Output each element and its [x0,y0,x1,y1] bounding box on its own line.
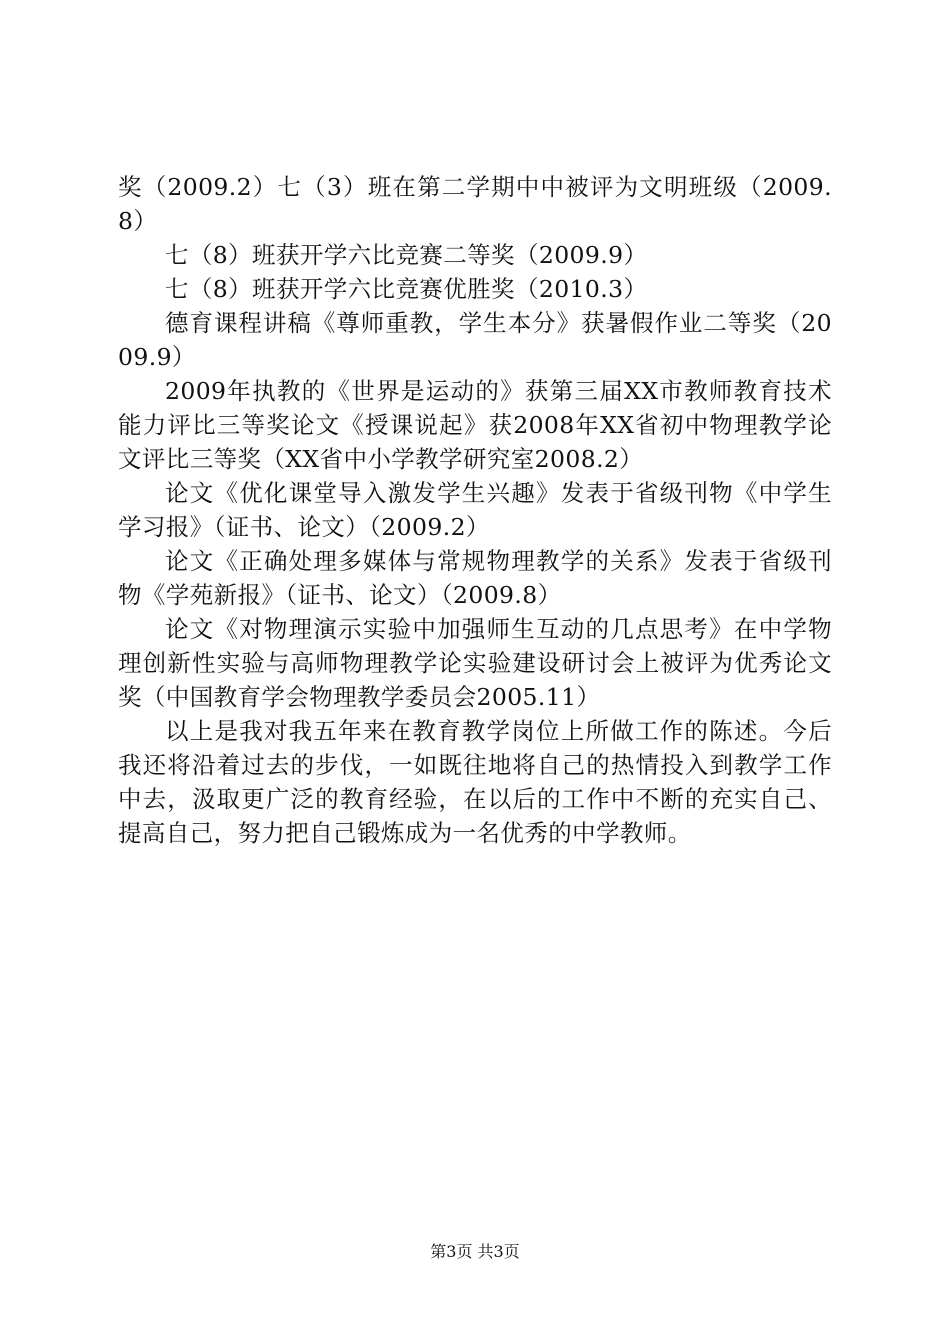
paragraph-paper-demonstration: 论文《对物理演示实验中加强师生互动的几点思考》在中学物理创新性实验与高师物理教学论实验建设研讨会上被评为优秀论文奖（中国教育学会物理教学委员会2005.11） [118,615,832,711]
paragraph-moral-lecture-award: 德育课程讲稿《尊师重教，学生本分》获暑假作业二等奖（2009.9） [118,309,832,371]
page-number-footer: 第3页 共3页 [430,1242,520,1261]
paragraph-award-continuation: 奖（2009.2）七（3）班在第二学期中中被评为文明班级（2009.8） [118,173,832,235]
paragraph-class-award-second: 七（8）班获开学六比竞赛二等奖（2009.9） [165,241,648,269]
paragraph-teaching-award: 2009年执教的《世界是运动的》获第三届XX市教师教育技术能力评比三等奖论文《授课说起》获2008年XX省初中物理教学论文评比三等奖（XX省中小学教学研究室2008.2） [118,377,832,473]
paragraph-paper-classroom-intro: 论文《优化课堂导入激发学生兴趣》发表于省级刊物《中学生学习报》（证书、论文）（2009.2） [118,479,832,541]
document-body [118,170,832,850]
paragraph-conclusion: 以上是我对我五年来在教育教学岗位上所做工作的陈述。今后我还将沿着过去的步伐，一如既往地将自己的热情投入到教学工作中去，汲取更广泛的教育经验，在以后的工作中不断的充实自己、提高自己，努力把自己锻炼成为一名优秀的中学教师。 [118,717,832,847]
paragraph-paper-multimedia: 论文《正确处理多媒体与常规物理教学的关系》发表于省级刊物《学苑新报》（证书、论文）（2009.8） [118,547,832,609]
paragraph-class-award-winner: 七（8）班获开学六比竞赛优胜奖（2010.3） [165,275,648,303]
